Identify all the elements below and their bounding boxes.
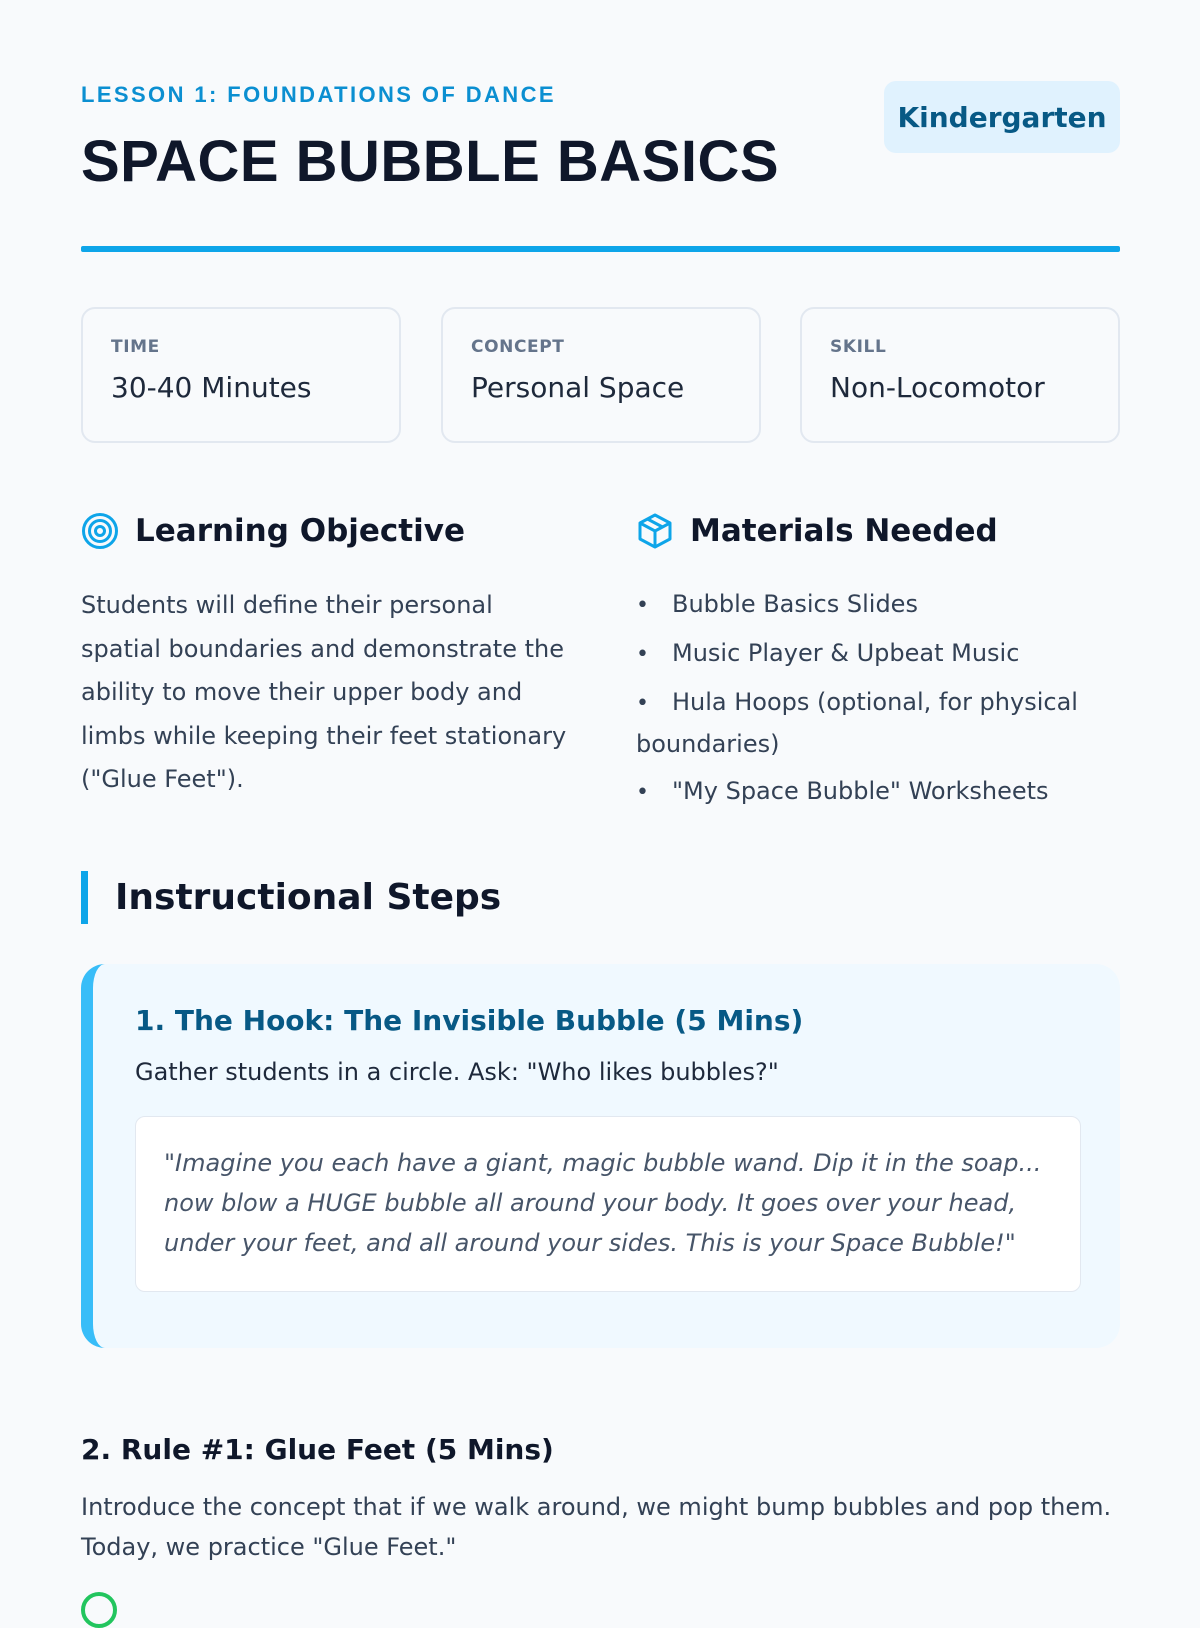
meta-label: TIME <box>111 337 160 357</box>
header-divider <box>81 246 1120 252</box>
step-title: 2. Rule #1: Glue Feet (5 Mins) <box>81 1433 554 1466</box>
objective-heading <box>81 512 465 550</box>
objective-heading-label: Learning Objective <box>135 513 465 549</box>
meta-card-concept <box>441 307 761 443</box>
box-icon <box>636 512 674 550</box>
meta-row <box>81 307 1120 443</box>
list-item: • Music Player & Upbeat Music <box>636 639 1020 667</box>
step-text: Introduce the concept that if we walk around, we might bump bubbles and pop them. Today, we practice "Glue Feet." <box>81 1493 1112 1561</box>
list-item: • Bubble Basics Slides <box>636 590 918 618</box>
meta-value: Personal Space <box>471 371 685 404</box>
meta-label: SKILL <box>830 337 887 357</box>
grade-badge: Kindergarten <box>884 81 1120 153</box>
materials-heading <box>636 512 998 550</box>
meta-label: CONCEPT <box>471 337 565 357</box>
list-item: • Hula Hoops (optional, for physical boundaries) <box>636 688 1078 758</box>
page-title: SPACE BUBBLE BASICS <box>81 129 780 194</box>
check-circle-icon <box>81 1592 117 1628</box>
meta-card-time <box>81 307 401 443</box>
script-quote: "Imagine you each have a giant, magic bubble wand. Dip it in the soap... now blow a HUGE bubble all around your body. It goes over your head, under your feet, and all around your sides. This is your Space Bubble!" <box>135 1116 1081 1292</box>
section-title: Instructional Steps <box>81 871 501 924</box>
lesson-eyebrow: LESSON 1: FOUNDATIONS OF DANCE <box>81 82 556 107</box>
materials-list <box>636 584 1120 820</box>
meta-value: 30-40 Minutes <box>111 371 312 404</box>
target-icon <box>81 512 119 550</box>
meta-value: Non-Locomotor <box>830 371 1045 404</box>
step-card-1 <box>81 964 1120 1348</box>
step-title: 1. The Hook: The Invisible Bubble (5 Mins) <box>135 1004 804 1037</box>
step-text: Gather students in a circle. Ask: "Who likes bubbles?" <box>135 1058 779 1086</box>
list-item: • "My Space Bubble" Worksheets <box>636 777 1049 805</box>
materials-heading-label: Materials Needed <box>690 513 998 549</box>
objective-text: Students will define their personal spatial boundaries and demonstrate the ability to move their upper body and limbs while keeping their feet stationary ("Glue Feet"). <box>81 591 567 793</box>
meta-card-skill <box>800 307 1120 443</box>
